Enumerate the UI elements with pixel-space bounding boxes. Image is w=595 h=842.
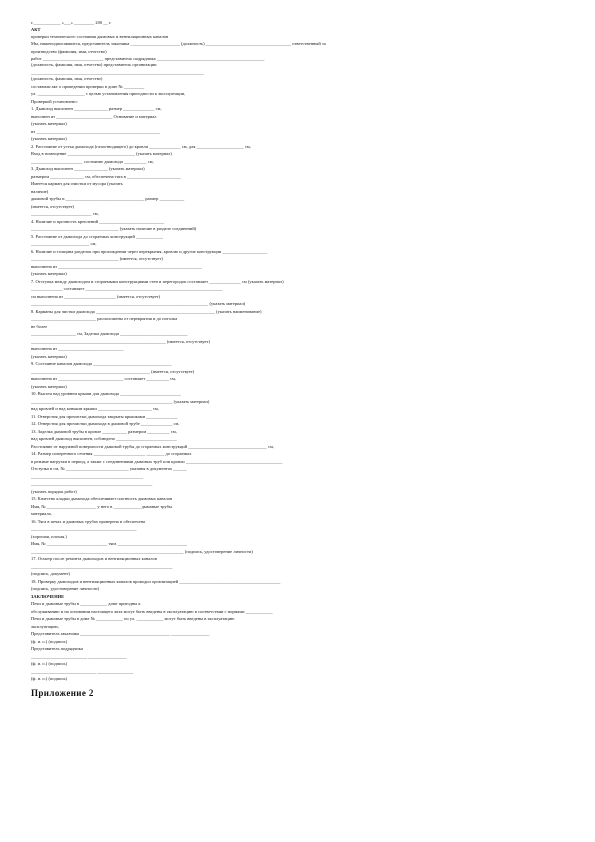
document-text-line: проверки технического состояния дымовых и вентиляционных каналов [31,34,169,39]
document-text-line: 3. Дымоход выполнен _______________ (указать материал) [31,166,145,171]
document-text-line: 16. Тяга в печах и дымовых трубах проверена и обеспечена [31,519,145,524]
document-text-line: над кровлей и над коньком крыши ________________________ см, [31,406,159,411]
document-text-line: _______________________________________ (указать наличие в разделе соединений) [31,226,197,231]
document-text-line: Вход в помещение ______________________________ (указать материал) [31,151,172,156]
document-text-line: ____________________ см, Заделка дымохода ______________________________ [31,331,188,336]
document-text-line: _______________________________________ (имеется, отсутствует) [31,256,163,261]
document-text-line: 7. Отступка между дымоходом и сгораемыми конструкциями стен и перегородок составляет ______________ см (указать материал) [31,279,284,284]
document-text-line: 15. Качество кладки дымохода обеспечивает плотность дымовых каналов [31,496,173,501]
document-text-line: Проверкой установлено: [31,99,78,104]
document-text-line: _____________________________ расположены от перекрытия и до потолка [31,316,178,321]
document-text-line: (подпись, документ) [31,571,71,576]
document-text-line: _____________________________________________________________________________ [31,70,204,75]
document-text-line: Расстояние от наружной поверхности дымовой трубы до сгораемых конструкций ___________________________________ см, [31,444,274,449]
document-text-line: Печи и дымовые трубы в доме № ____________ по ул. ____________ могут быть введены в эксплуатацию [31,616,235,621]
document-text-line: (указать материал) [31,136,67,141]
document-text-line: 8. Карманы для чистки дымохода _____________________________________________________ (указать наименование) [31,309,262,314]
document-text-line: выполнена из ________________________________________________________________ [31,264,202,269]
document-text-line: ___________________________ см, [31,211,99,216]
document-text-line: над кровлей дымоход выполнен, соблюдено ___________________________ [31,436,177,441]
document-text-line: работ ___________________________ представитель подрядчика ________________________________________________ [31,56,265,61]
document-text-line: 6. Наличие и толщина разделок при прохождении через перекрытия, кровлю и другие конструкции ____________________ [31,249,268,254]
document-text-line: см выполнена из _______________________ (имеется, отсутствует) [31,294,161,299]
document-text-line: Представитель подрядчика [31,646,83,651]
document-text-line: составили акт о проведении проверки в доме № _________ [31,84,145,89]
document-text-line: 14. Размер поперечного сечения _______________________ ________ до сгораемых [31,451,192,456]
document-text-line: (ф. и. о.) (подпись) [31,676,68,681]
document-text-line: (указать материал) [31,384,67,389]
document-text-line: ______________________________________________________ [31,481,153,486]
document-text-line: (должность, фамилия, имя, отчество) представитель организации [31,62,157,67]
document-text-line: (указать порядок работ) [31,489,77,494]
document-text-line: Имя, № ______________________ у него в ____________ дымовые трубы [31,504,172,509]
document-text-line: в режиме нагрузки в период, а также с соединениями дымовых труб или кровли ___________________________________________ [31,459,283,464]
document-text-line: выполнена из _____________________________ составляет __________ см, [31,376,176,381]
document-text-line: _______________________________________________ [31,526,137,531]
document-text-line: 4. Наличие и прочность креплений _____________________________ [31,219,165,224]
document-text-line: 9. Состояние каналов дымохода ___________________________________ [31,361,172,366]
document-text-line: АКТ [31,27,41,32]
document-text-line: 10. Высота над уровнем крыши для дымохода ___________________________ [31,391,181,396]
document-text-line: 12. Отверстия для прочистки дымохода в дымовой трубе ______________ см, [31,421,180,426]
document-text-line: Имеется карман для очистки от мусора (указать [31,181,123,186]
document-text-line: 5. Расстояние от дымохода до сгораемых конструкций ____________ [31,234,163,239]
document-text-line: размером _______________ см, обеспечена тяга в ________________________ [31,174,181,179]
document-text-line: не более [31,324,48,329]
document-text-line: обслуживанию и на основании настоящего акта могут быть введены в эксплуатацию в соответствии с нормами ____________ [31,609,273,614]
document-text-line: наличие) [31,189,49,194]
document-text-line: выполнена из _____________________________ [31,346,124,351]
document-text-line: ЗАКЛЮЧЕНИЕ [31,594,65,599]
document-text-line: 11. Отверстия для прочистки дымохода закрыты крышками ______________ [31,414,178,419]
document-text-line: 18. Проверку дымоходов и вентиляционных каналов проводил организацией _____________________________________________ [31,579,281,584]
document-text-line: эксплуатацию, [31,624,60,629]
document-text-line: _______________________________________________________________________________ (указать материал) [31,301,246,306]
document-text-line: ______________ составляет _____________________________________________________________ [31,286,223,291]
document-text-line: производство (фамилия, имя, отчество) [31,49,107,54]
document-text-line: дымовой трубы и ___________________________________ размер ___________ [31,196,185,201]
document-text-line: __________________________ см, [31,241,97,246]
document-text-line: 13. Заделка дымовой трубы в кровле ___________ размером __________ см, [31,429,177,434]
document-text-line: ул. _____________________ с целью установления пригодности к эксплуатации, [31,91,186,96]
document-text-line: Имя, № ___________________________ тяга _______________________________ [31,541,188,546]
document-text-line: (указать материал) [31,271,67,276]
document-text-line: _________________________ _________________ [31,654,127,659]
appendix-title: Приложение 2 [31,688,94,698]
document-text-line: ____________________________________________________________________ (подпись, удостоверение личности) [31,549,253,554]
document-text-line: _____________________________ ________________ [31,669,134,674]
document-text-line: из _______________________________________________________ [31,129,160,134]
document-text-line: (имеется, отсутствует) [31,204,75,209]
document-text-line: 1. Дымоход выполнен _______________ размер ______________ см, [31,106,162,111]
document-text-line: (хорошая, плохая.) [31,534,67,539]
document-text-line: (указать материал) [31,121,67,126]
document-text-line: __________________________________________________ [31,474,144,479]
document-text-line: _____________________________________________________ (имеется, отсутствует) [31,369,195,374]
document-text-line: 2. Расстояние от устья дымохода (газоотводящего) до кровли ______________ см, для _____________________ см, [31,144,251,149]
document-text-line: (указать материал) [31,354,67,359]
document-text-line: (ф. и. о.) (подпись) [31,639,68,644]
document-text-line: 17. Осмотр после ремонта дымоходов и вентиляционных каналов [31,556,157,561]
document-text-line: _______________________ состояние дымохода __________ см, [31,159,154,164]
document-text-line: материала, [31,511,52,516]
document-text-line: г.____________ «___» _________ 200 __ г. [31,20,112,25]
document-text-line: Отступка в см, № ____________________________ указаны в документах ______ [31,466,187,471]
document-text-line: _______________________________________________________________ (указать материал) [31,399,210,404]
document-text-line: (должность, фамилия, имя, отчество) [31,76,103,81]
document-text-line: Печи и дымовые трубы в ____________ доме пригодны к [31,601,141,606]
document-text-line: Представитель заказчика ________________________________________ _________________ [31,631,210,636]
document-text-line: Мы, нижеподписавшиеся, представитель заказчика ______________________ (должность) ______________________________________ ответственный за [31,41,326,46]
document-text-line: (подпись, удостоверение личности) [31,586,100,591]
document-text-line: _______________________________________________________________ [31,564,173,569]
document-text-line: выполнен из _________________________ Основание и материал [31,114,157,119]
document-text-line: (ф. и. о.) (подпись) [31,661,68,666]
document-text-line: ____________________________________________________________ (имеется, отсутствует) [31,339,211,344]
